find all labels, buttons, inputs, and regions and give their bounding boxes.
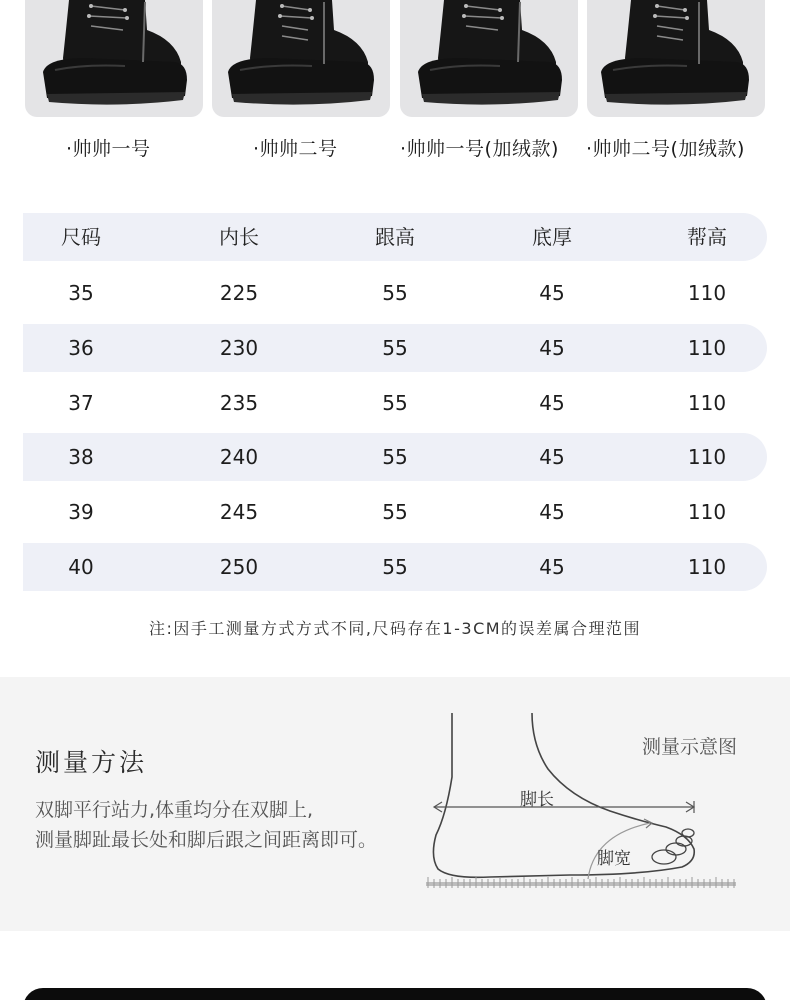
foot-length-label: 脚长 xyxy=(520,790,554,810)
header-heel-height: 跟高 xyxy=(375,225,415,249)
variant-thumbnail-3[interactable] xyxy=(400,0,578,117)
table-header-row xyxy=(23,213,767,261)
measurement-description-line-2: 测量脚趾最长处和脚后跟之间距离即可。 xyxy=(35,829,378,851)
cell-inner-length: 245 xyxy=(219,500,259,524)
variant-thumbnail-4[interactable] xyxy=(587,0,765,117)
variant-label-2: ·帅帅二号 xyxy=(253,138,338,160)
cell-sole-thickness: 45 xyxy=(539,555,565,579)
cell-size: 40 xyxy=(68,555,94,579)
cell-shaft-height: 110 xyxy=(687,281,727,305)
cell-inner-length: 235 xyxy=(219,391,259,415)
cell-shaft-height: 110 xyxy=(687,336,727,360)
boot-image xyxy=(400,0,578,117)
measurement-section xyxy=(0,677,790,931)
cell-heel-height: 55 xyxy=(382,500,408,524)
measurement-title: 测量方法 xyxy=(35,748,148,777)
cell-heel-height: 55 xyxy=(382,281,408,305)
cell-heel-height: 55 xyxy=(382,445,408,469)
variant-thumbnail-1[interactable] xyxy=(25,0,203,117)
measurement-description-line-1: 双脚平行站力,体重均分在双脚上, xyxy=(35,799,314,821)
header-size: 尺码 xyxy=(61,225,101,249)
cell-inner-length: 225 xyxy=(219,281,259,305)
next-section-banner xyxy=(23,988,767,1000)
diagram-title: 测量示意图 xyxy=(642,736,738,758)
size-tolerance-note: 注:因手工测量方式方式不同,尺码存在1-3CM的误差属合理范围 xyxy=(148,619,642,638)
table-row xyxy=(23,543,767,591)
cell-size: 35 xyxy=(68,281,94,305)
table-row xyxy=(23,324,767,372)
cell-size: 38 xyxy=(68,445,94,469)
boot-image xyxy=(212,0,390,117)
foot-width-label: 脚宽 xyxy=(597,849,631,869)
header-shaft-height: 帮高 xyxy=(687,225,727,249)
cell-sole-thickness: 45 xyxy=(539,500,565,524)
cell-heel-height: 55 xyxy=(382,391,408,415)
cell-shaft-height: 110 xyxy=(687,445,727,469)
header-sole-thickness: 底厚 xyxy=(532,225,572,249)
measurement-description xyxy=(35,795,377,855)
cell-sole-thickness: 45 xyxy=(539,281,565,305)
variant-label-4: ·帅帅二号(加绒款) xyxy=(586,138,745,160)
variant-label-1: ·帅帅一号 xyxy=(66,138,151,160)
table-row xyxy=(23,433,767,481)
cell-sole-thickness: 45 xyxy=(539,445,565,469)
cell-inner-length: 240 xyxy=(219,445,259,469)
cell-sole-thickness: 45 xyxy=(539,391,565,415)
cell-inner-length: 230 xyxy=(219,336,259,360)
cell-shaft-height: 110 xyxy=(687,555,727,579)
cell-inner-length: 250 xyxy=(219,555,259,579)
cell-heel-height: 55 xyxy=(382,555,408,579)
variant-label-3: ·帅帅一号(加绒款) xyxy=(400,138,559,160)
cell-sole-thickness: 45 xyxy=(539,336,565,360)
cell-size: 37 xyxy=(68,391,94,415)
boot-image xyxy=(587,0,765,117)
header-inner-length: 内长 xyxy=(219,225,259,249)
foot-diagram xyxy=(420,707,740,897)
table-row xyxy=(23,488,767,536)
variant-gallery xyxy=(0,0,790,190)
cell-size: 36 xyxy=(68,336,94,360)
variant-thumbnail-2[interactable] xyxy=(212,0,390,117)
boot-image xyxy=(25,0,203,117)
table-row xyxy=(23,379,767,427)
cell-shaft-height: 110 xyxy=(687,500,727,524)
cell-size: 39 xyxy=(68,500,94,524)
cell-heel-height: 55 xyxy=(382,336,408,360)
cell-shaft-height: 110 xyxy=(687,391,727,415)
ruler xyxy=(426,882,736,886)
table-row xyxy=(23,269,767,317)
